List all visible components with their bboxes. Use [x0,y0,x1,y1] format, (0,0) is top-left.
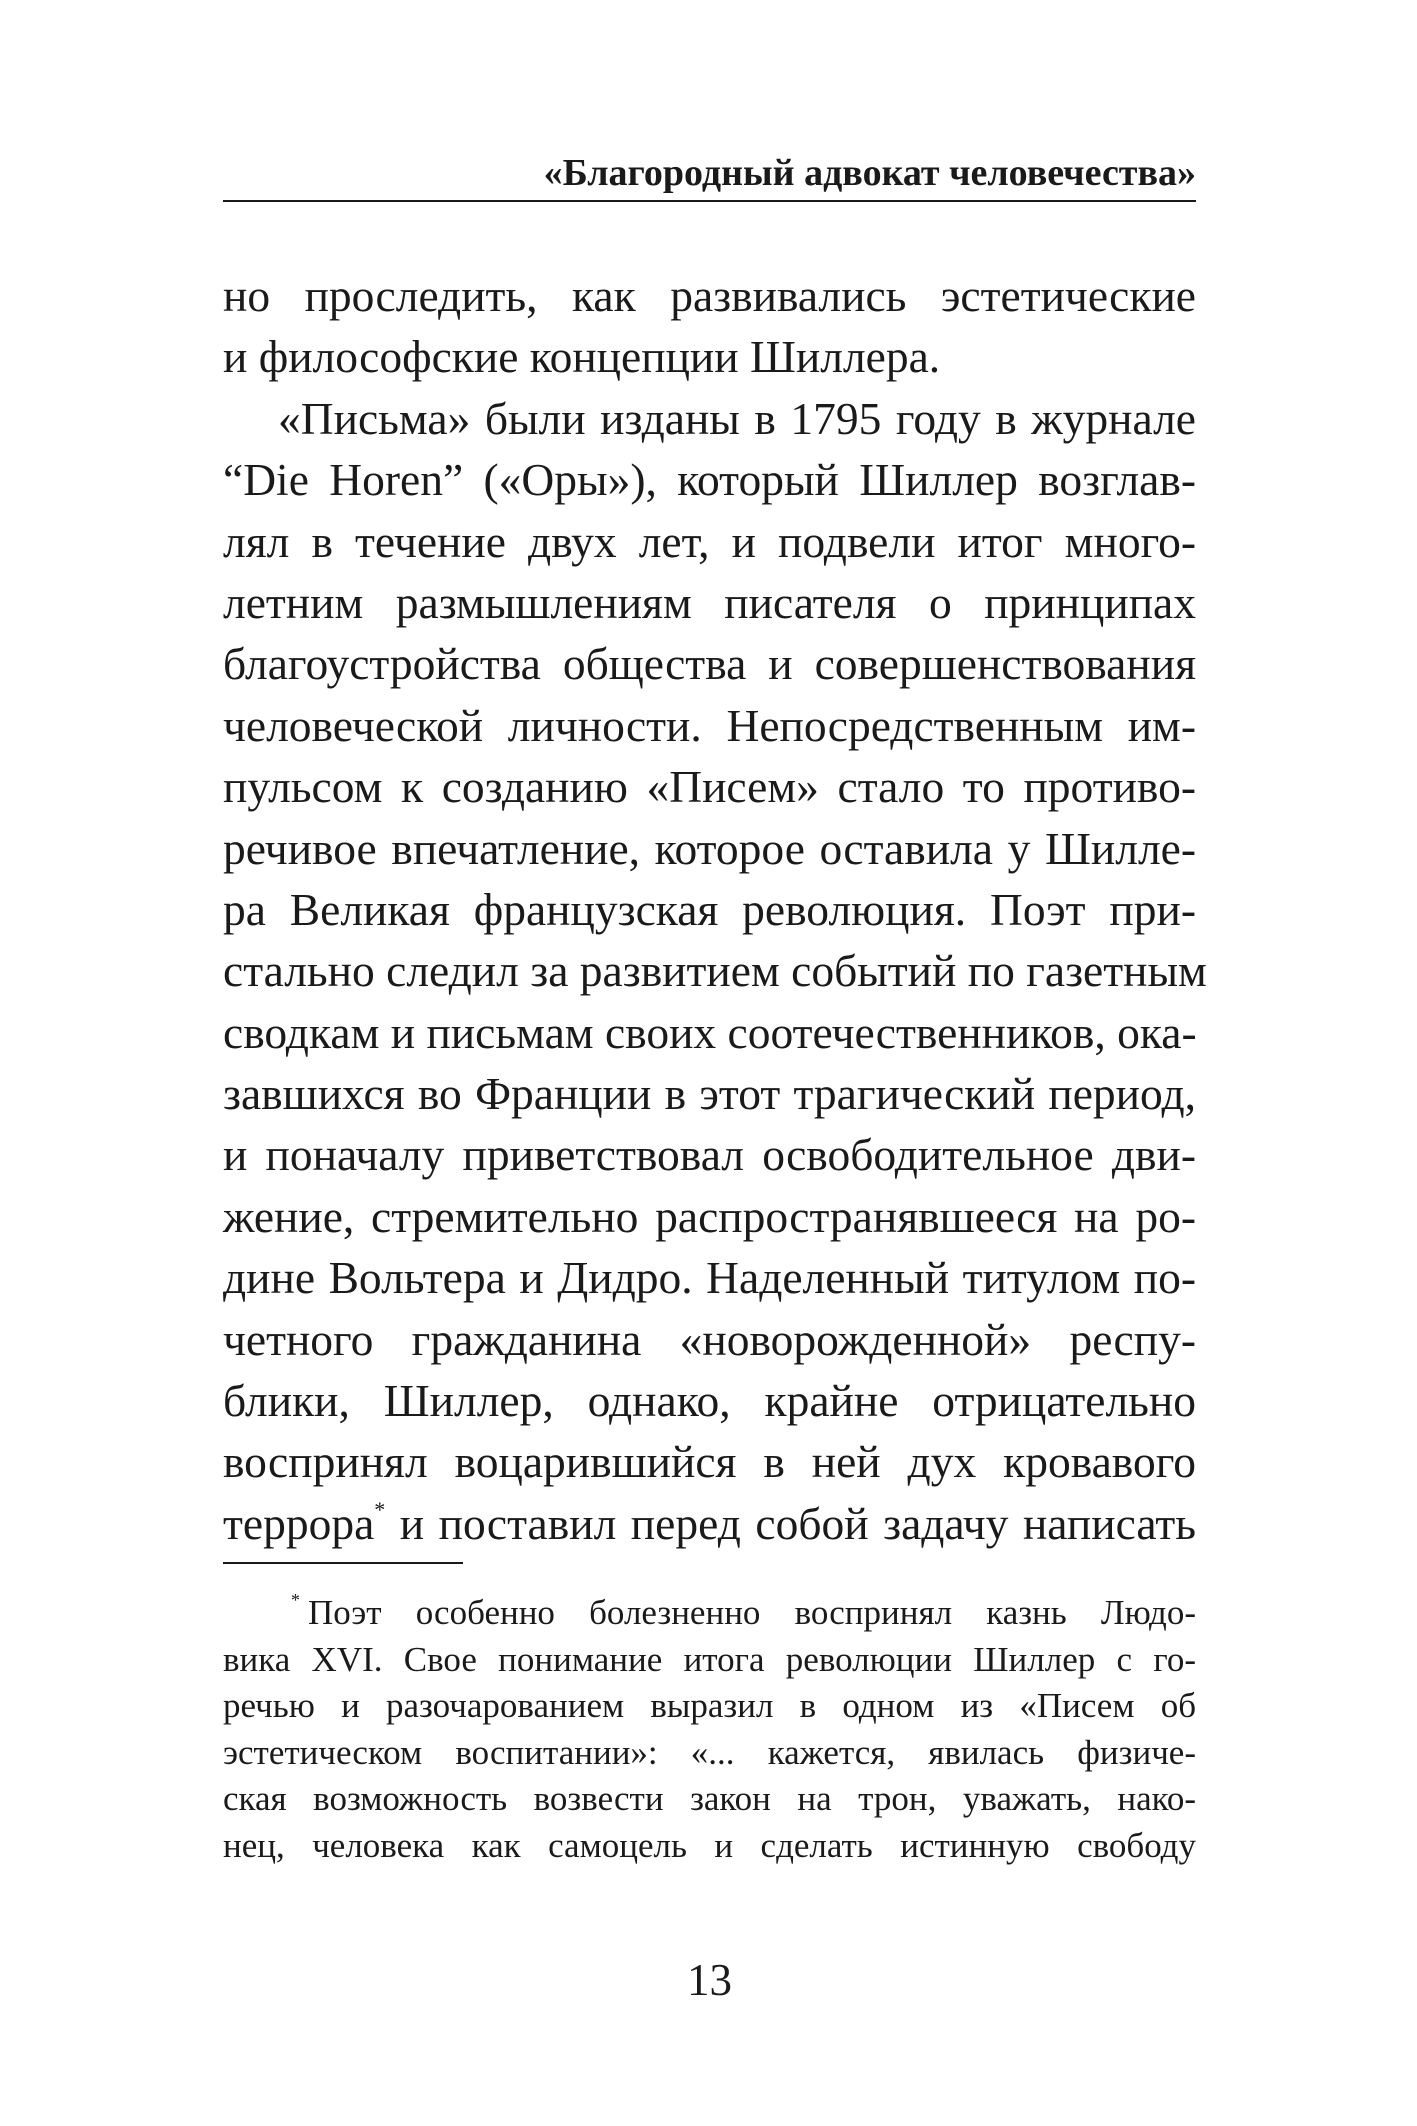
footnote-line: ская возможность возвести закон на трон, уважать, нако- [223,1779,1196,1818]
body-line: летним размышлениям писателя о принципах [223,576,1196,628]
body-line: лял в течение двух лет, и подвели итог много- [223,515,1196,567]
body-line: “Die Horen” («Оры»), который Шиллер возглав- [223,454,1196,506]
body-line: дине Вольтера и Дидро. Наделенный титулом по- [223,1252,1196,1304]
body-line: благоустройства общества и совершенствования [223,638,1196,690]
body-line: и философские концепции Шиллера. [223,331,941,383]
body-line: пульсом к созданию «Писем» стало то противо- [223,761,1196,813]
body-line: жение, стремительно распространявшееся на ро- [223,1190,1196,1242]
body-line: завшихся во Франции в этот трагический период, [223,1068,1196,1120]
footnote-line: речью и разочарованием выразил в одном из «Писем об [223,1686,1196,1725]
body-line: человеческой личности. Непосредственным им- [223,699,1196,751]
body-line: блики, Шиллер, однако, крайне отрицательно [223,1375,1196,1427]
running-head: «Благородный адвокат человечества» [543,152,1196,194]
body-line: воспринял воцарившийся в ней дух кровавого [223,1436,1196,1488]
footnote [223,1590,1196,1869]
body-line: четного гражданина «новорожденной» респу- [223,1313,1196,1365]
body-line: сводкам и письмам своих соотечественников, ока- [223,1006,1197,1058]
body-line: ра Великая французская революция. Поэт при- [223,883,1196,935]
footnote-rule [223,1562,463,1564]
body-line [223,1493,1196,1554]
body-line: «Письма» были изданы в 1795 году в журнале [278,392,1196,444]
footnote-line-text: Поэт особенно болезненно воспринял казнь Людо- [308,1593,1196,1632]
body-line-text: и поставил перед собой задачу написать [385,1497,1196,1549]
footnote-reference-mark: * [374,1496,386,1522]
page-number: 13 [687,1955,732,2005]
body-line: и поначалу приветствовал освободительное дви- [223,1129,1196,1181]
body-line: стально следил за развитием событий по газетным [223,945,1207,997]
footnote-mark: * [291,1590,300,1610]
body-text [223,265,1207,1554]
body-line-text: террора [223,1497,375,1549]
body-line: речивое впечатление, которое оставила у Шилле- [223,822,1196,874]
footnote-line [223,1590,1196,1637]
footnote-line: вика XVI. Свое понимание итога революции Шиллер с го- [223,1639,1196,1679]
body-line: но проследить, как развивались эстетические [223,270,1196,321]
header-rule [223,200,1196,202]
footnote-line: нец, человека как самоцель и сделать истинную свободу [223,1825,1196,1865]
footnote-line: эстетическом воспитании»: «... кажется, явилась физиче- [223,1732,1196,1772]
